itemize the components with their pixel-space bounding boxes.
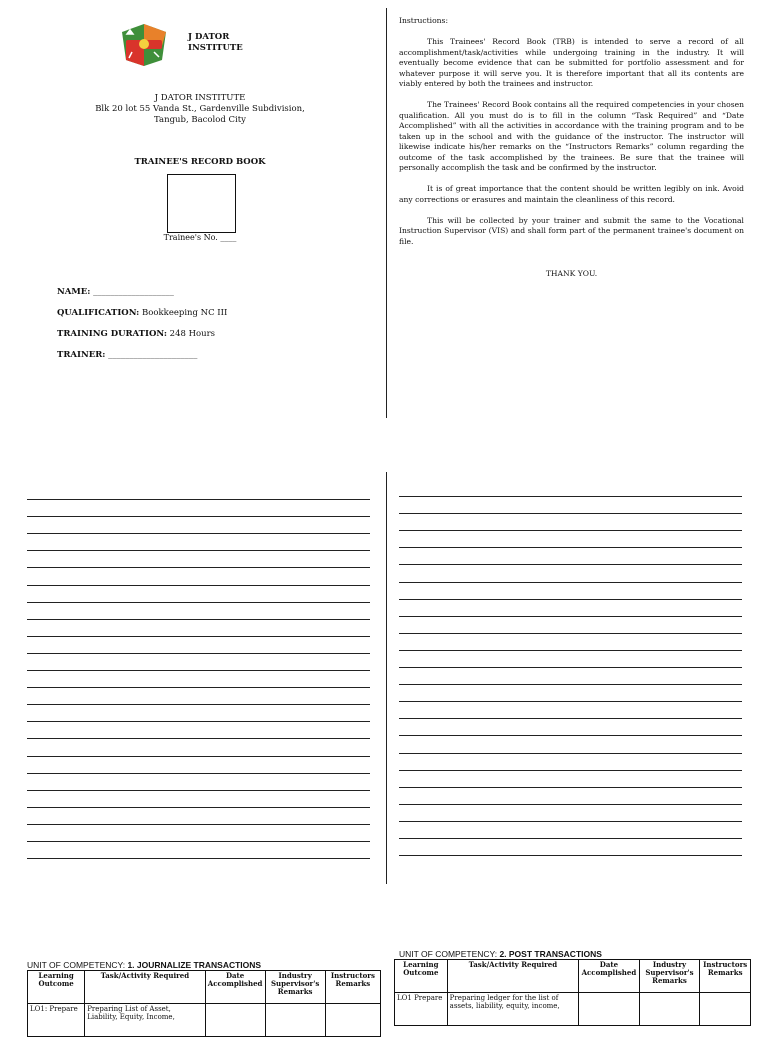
writing-line — [399, 650, 742, 651]
unit2-table — [394, 959, 751, 1026]
writing-line — [27, 704, 370, 705]
unit1-prefix: UNIT OF COMPETENCY: — [27, 960, 128, 970]
book-title: TRAINEE'S RECORD BOOK — [134, 157, 266, 167]
cell-instructor-remarks[interactable] — [325, 1004, 380, 1037]
col-supervisor-remarks: Industry Supervisor's Remarks — [639, 960, 700, 993]
col-task-activity: Task/Activity Required — [447, 960, 579, 993]
trainer-field — [57, 350, 197, 360]
unit2-title: 2. POST TRANSACTIONS — [499, 949, 602, 959]
instructions-paragraph-2: The Trainees' Record Book contains all the required competencies in your chosen qualification. All you must do is to fill in the column “Task Required” and “Date Accomplished” with all the activities in accordance with the training program and to be taken up in the school and with the guidance of the instructor. The instructor will likewise indicate his/her remarks on the “Instructors Remarks” column regarding the outcome of the task accomplished by the trainees. Be sure that the trainee will personally accomplish the task and be confirmed by the instructor. — [399, 100, 744, 172]
writing-line — [27, 585, 370, 586]
writing-line — [27, 533, 370, 534]
instructions-paragraph-4: This will be collected by your trainer and submit the same to the Vocational Instruction Supervisor (VIS) and shall form part of the permanent trainee's document on file. — [399, 215, 744, 246]
writing-line — [27, 516, 370, 517]
writing-line — [399, 821, 742, 822]
writing-line — [27, 636, 370, 637]
unit1-title: 1. JOURNALIZE TRANSACTIONS — [127, 960, 262, 970]
col-instructor-remarks: Instructors Remarks — [700, 960, 751, 993]
writing-line — [27, 653, 370, 654]
cell-date-accomplished[interactable] — [579, 993, 639, 1026]
writing-line — [27, 499, 370, 500]
writing-line — [27, 773, 370, 774]
col-task-activity: Task/Activity Required — [85, 971, 205, 1004]
cell-learning-outcome[interactable]: LO1 Prepare — [395, 993, 448, 1026]
writing-line — [27, 858, 370, 859]
table-header-row — [28, 971, 381, 1004]
writing-line — [399, 496, 742, 497]
writing-line — [399, 667, 742, 668]
writing-line — [27, 790, 370, 791]
unit1-table — [27, 970, 381, 1037]
cell-task-activity[interactable]: Preparing List of Asset, Liability, Equity, Income, — [85, 1004, 205, 1037]
writing-line — [399, 735, 742, 736]
writing-line — [399, 753, 742, 754]
address-line2: Tangub, Bacolod City — [154, 115, 246, 125]
institute-logo-icon — [118, 22, 170, 68]
col-supervisor-remarks: Industry Supervisor's Remarks — [265, 971, 325, 1004]
page-divider-top — [386, 8, 387, 418]
writing-line — [399, 530, 742, 531]
unit2-heading — [399, 949, 602, 959]
writing-line — [27, 738, 370, 739]
table-header-row — [395, 960, 751, 993]
unit1-heading — [27, 960, 261, 970]
col-learning-outcome: Learning Outcome — [395, 960, 448, 993]
unit2-prefix: UNIT OF COMPETENCY: — [399, 949, 500, 959]
photo-box — [167, 174, 236, 233]
writing-line — [27, 567, 370, 568]
writing-line — [27, 756, 370, 757]
cell-learning-outcome[interactable]: LO1: Prepare — [28, 1004, 85, 1037]
duration-label: TRAINING DURATION: — [57, 329, 167, 339]
col-learning-outcome: Learning Outcome — [28, 971, 85, 1004]
writing-line — [27, 721, 370, 722]
writing-line — [27, 550, 370, 551]
qualification-value: Bookkeeping NC III — [139, 308, 228, 318]
writing-line — [399, 633, 742, 634]
duration-field — [57, 329, 215, 339]
writing-line — [27, 824, 370, 825]
instructions-panel — [399, 16, 744, 290]
instructions-paragraph-3: It is of great importance that the content should be written legibly on ink. Avoid any corrections or erasures and maintain the cleanliness of this record. — [399, 184, 744, 204]
writing-line — [27, 670, 370, 671]
cell-supervisor-remarks[interactable] — [639, 993, 700, 1026]
name-field — [57, 287, 174, 297]
writing-line — [399, 770, 742, 771]
writing-line — [27, 687, 370, 688]
instructions-heading: Instructions: — [399, 16, 449, 25]
writing-line — [399, 616, 742, 617]
cell-task-activity[interactable]: Preparing ledger for the list of assets, liability, equity, income, — [447, 993, 579, 1026]
writing-line — [399, 513, 742, 514]
name-value: ___________________ — [90, 287, 174, 297]
writing-line — [399, 547, 742, 548]
writing-line — [399, 599, 742, 600]
writing-line — [399, 582, 742, 583]
writing-line — [399, 718, 742, 719]
writing-line — [399, 787, 742, 788]
writing-line — [27, 619, 370, 620]
table-row — [28, 1004, 381, 1037]
cell-supervisor-remarks[interactable] — [265, 1004, 325, 1037]
writing-line — [399, 804, 742, 805]
writing-line — [399, 564, 742, 565]
instructions-paragraph-1: This Trainees' Record Book (TRB) is intended to serve a record of all accomplishment/task/activities while undergoing training in the industry. It will eventually become evidence that can be submitted for portfolio assessment and for whatever purpose it will serve you. It is therefore important that all its contents are viably entered by both the trainees and instructor. — [399, 37, 744, 88]
institute-title: J DATOR INSTITUTE — [188, 32, 243, 53]
cell-instructor-remarks[interactable] — [700, 993, 751, 1026]
writing-line — [399, 838, 742, 839]
writing-line — [399, 684, 742, 685]
name-label: NAME: — [57, 287, 91, 297]
writing-line — [27, 807, 370, 808]
writing-line — [27, 841, 370, 842]
table-row — [395, 993, 751, 1026]
col-date-accomplished: Date Accomplished — [579, 960, 639, 993]
writing-line — [27, 602, 370, 603]
address-line1: Blk 20 lot 55 Vanda St., Gardenville Subdivision, — [95, 104, 305, 114]
writing-line — [399, 855, 742, 856]
page-divider-middle — [386, 472, 387, 884]
address-name: J DATOR INSTITUTE — [154, 93, 246, 103]
trainer-label: TRAINER: — [57, 350, 106, 360]
institute-address — [60, 93, 340, 126]
col-date-accomplished: Date Accomplished — [205, 971, 265, 1004]
writing-line — [399, 701, 742, 702]
cell-date-accomplished[interactable] — [205, 1004, 265, 1037]
qualification-label: QUALIFICATION: — [57, 308, 140, 318]
trainer-value: _____________________ — [105, 350, 198, 360]
trainee-number: Trainee's No. ____ — [163, 233, 237, 242]
thank-you: THANK YOU. — [545, 269, 598, 278]
col-instructor-remarks: Instructors Remarks — [325, 971, 380, 1004]
duration-value: 248 Hours — [166, 329, 216, 339]
qualification-field — [57, 308, 227, 318]
